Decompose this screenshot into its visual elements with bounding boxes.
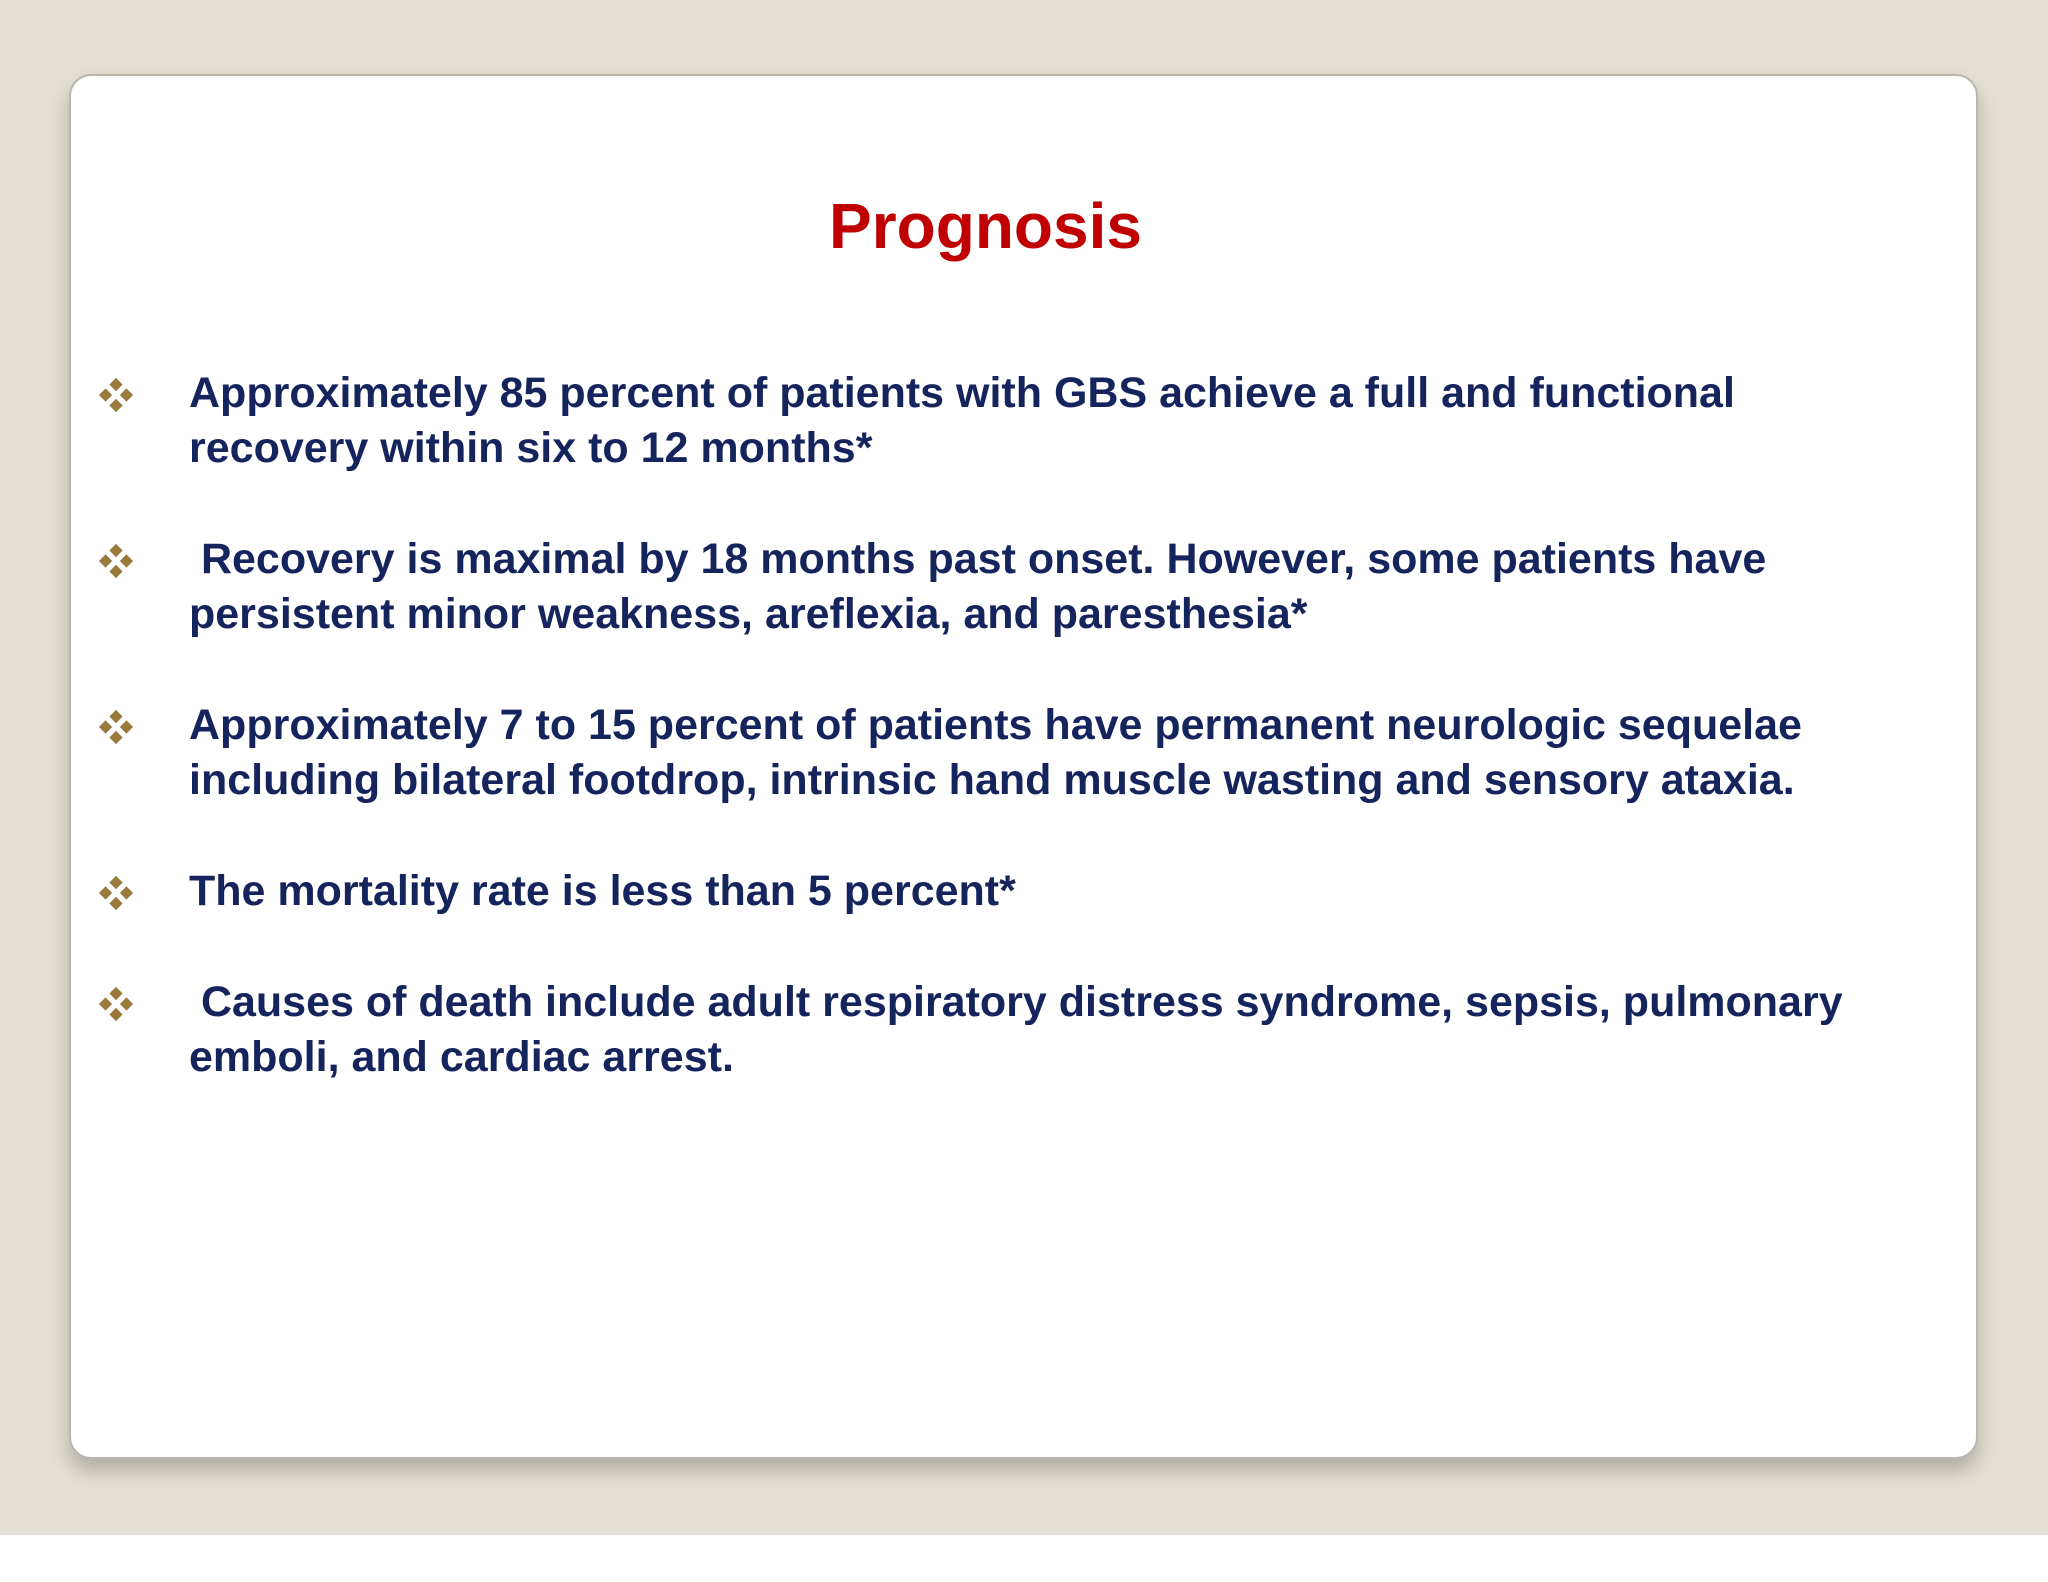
four-diamond-bullet-icon [97, 376, 135, 414]
bullet-item-mortality-rate [71, 864, 1980, 919]
bullet-text: Approximately 7 to 15 percent of patients have permanent neurologic sequelae including bilateral footdrop, intrinsic hand muscle wasting and sensory ataxia. [189, 701, 1814, 804]
bullet-text: Recovery is maximal by 18 months past onset. However, some patients have persistent minor weakness, areflexia, and paresthesia* [189, 535, 1779, 638]
four-diamond-bullet-icon [97, 542, 135, 580]
four-diamond-bullet-icon [97, 708, 135, 746]
bullet-item-causes-of-death [71, 975, 1980, 1085]
bullet-text: The mortality rate is less than 5 percent* [189, 867, 1016, 915]
four-diamond-bullet-icon [97, 874, 135, 912]
bullet-text: Causes of death include adult respiratory distress syndrome, sepsis, pulmonary emboli, and cardiac arrest. [189, 978, 1855, 1081]
bullet-item-recovery-maximal [71, 532, 1980, 642]
bullet-text: Approximately 85 percent of patients with GBS achieve a full and functional recovery within six to 12 months* [189, 369, 1747, 472]
four-diamond-bullet-icon [97, 985, 135, 1023]
bullet-item-permanent-sequelae [71, 698, 1980, 808]
bullet-item-full-recovery [71, 366, 1980, 476]
slide-title: Prognosis [829, 190, 1142, 262]
slide-card [69, 74, 1978, 1459]
bullet-list [71, 366, 1980, 1141]
